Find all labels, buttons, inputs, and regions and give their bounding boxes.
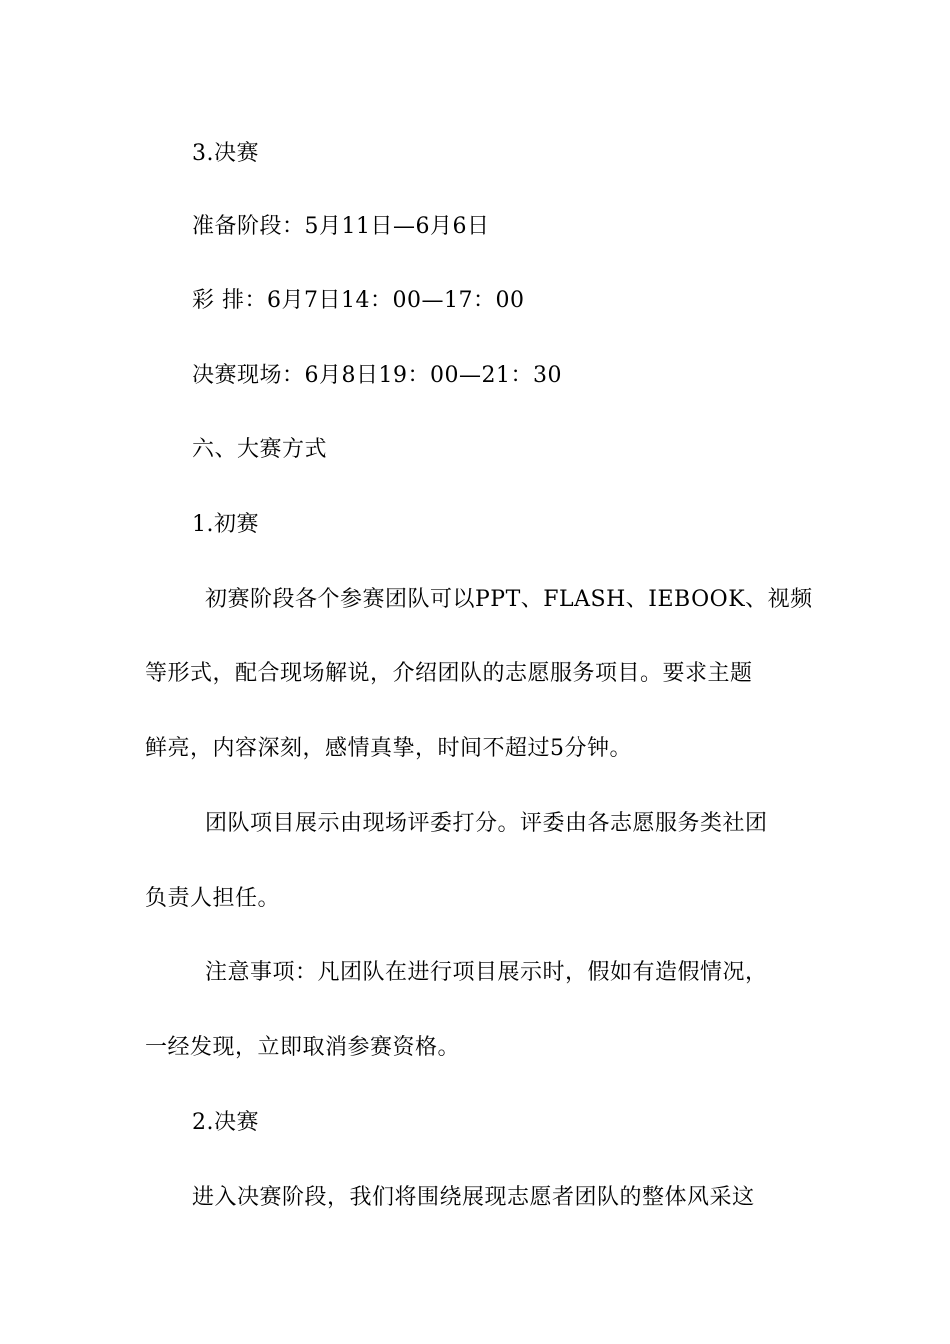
- notice-paragraph-line-2: 一经发现，立即取消参赛资格。: [145, 1035, 461, 1060]
- preliminary-paragraph-line-3: 鲜亮，内容深刻，感情真挚，时间不超过5分钟。: [145, 736, 632, 761]
- prep-stage-line: 准备阶段：5月11日—6月6日: [192, 214, 490, 239]
- preliminary-paragraph-line-2: 等形式，配合现场解说，介绍团队的志愿服务项目。要求主题: [145, 661, 753, 686]
- heading-final-3: 3.决赛: [192, 141, 259, 166]
- final-venue-line: 决赛现场：6月8日19：00—21：30: [192, 363, 562, 388]
- scoring-paragraph-line-2: 负责人担任。: [145, 886, 281, 911]
- preliminary-paragraph-line-1: 初赛阶段各个参赛团队可以PPT、FLASH、IEBOOK、视频: [205, 587, 813, 612]
- heading-preliminary-1: 1.初赛: [192, 512, 259, 537]
- notice-paragraph-line-1: 注意事项：凡团队在进行项目展示时，假如有造假情况，: [205, 960, 768, 985]
- rehearsal-line: 彩 排：6月7日14：00—17：00: [192, 288, 525, 313]
- scoring-paragraph-line-1: 团队项目展示由现场评委打分。评委由各志愿服务类社团: [205, 811, 768, 836]
- section-heading-competition-format: 六、大赛方式: [192, 437, 328, 462]
- heading-final-2: 2.决赛: [192, 1110, 259, 1135]
- final-paragraph-line-1: 进入决赛阶段，我们将围绕展现志愿者团队的整体风采这: [192, 1185, 755, 1210]
